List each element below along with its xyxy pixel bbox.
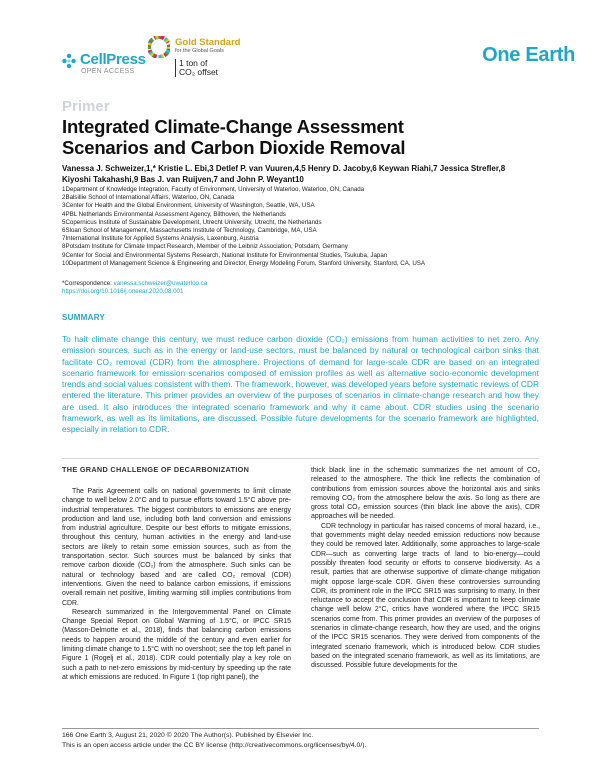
body-column-right	[311, 466, 540, 671]
correspondence	[62, 280, 562, 296]
section-divider	[62, 458, 539, 459]
gold-standard-subtitle: for the Global Goals	[175, 48, 224, 54]
affiliations	[62, 186, 562, 268]
offset-line-2: CO₂ offset	[179, 67, 219, 77]
correspondence-email-link[interactable]: vanessa.schweizer@uwaterloo.ca	[113, 280, 208, 287]
summary-heading: SUMMARY	[62, 313, 106, 322]
affiliation: 7International Institute for Applied Systems Analysis, Laxenburg, Austria	[62, 235, 259, 243]
article-type: Primer	[62, 98, 110, 115]
gold-standard-badge	[148, 36, 248, 82]
affiliation: 10Department of Management Science & Engineering and Director, Energy Modeling Forum, Stanford University, Stanford, CA, USA	[62, 259, 426, 267]
footer-divider	[62, 728, 539, 729]
summary-text: To halt climate change this century, we must reduce carbon dioxide (CO₂) emissions from human activities to net zero. Any emission sources, such as in the energy or land-use sectors, must be balanced by natural or technological carbon sinks that facilitate CO₂ removal (CDR) from the atmosphere. Projections of demand for large-scale CDR are based on an integrated scenario framework for emission scenarios composed of emission profiles as well as alternative socio-economic development trends and social values consistent with them. The framework, however, was developed years before systematic reviews of CDR entered the literature. This primer provides an overview of the purposes of scenarios in climate-change research and how they are used. It also introduces the integrated scenario framework and why it came about. CDR studies using the scenario framework, as well as its limitations, are discussed. Possible future developments for the scenario framework are highlighted, especially in relation to CDR.	[62, 334, 539, 435]
title-line-2: Scenarios and Carbon Dioxide Removal	[62, 137, 406, 158]
affiliation: 4PBL Netherlands Environmental Assessment Agency, Bilthoven, the Netherlands	[62, 210, 286, 218]
offset-line-1: 1 ton of	[179, 58, 208, 68]
paragraph: Research summarized in the Intergovernmental Panel on Climate Change Special Report on Global Warming of 1.5°C, or IPCC SR15 (Masson-Delmotte et al., 2018), finds that balancing carbon emissions needs to happen around the middle of the century and even earlier for limiting climate change to 1.5°C with no overshoot; see the top left panel in Figure 1 (Rogelj et al., 2018). CDR could potentially play a key role on such a path to net-zero emissions by mid-century by speeding up the rate at which emissions are reduced. In Figure 1 (top right panel), the	[62, 608, 291, 681]
authors-line-1: Vanessa J. Schweizer,1,* Kristie L. Ebi,3 Detlef P. van Vuuren,4,5 Henry D. Jacoby,6 Keywan Riahi,7 Jessica Strefler,8	[62, 164, 506, 173]
affiliation: 2Balsillie School of International Affairs, Waterloo, ON, Canada	[62, 194, 235, 202]
correspondence-line	[62, 280, 562, 288]
cellpress-logo[interactable]	[61, 51, 146, 79]
paragraph: thick black line in the schematic summarizes the net amount of CO₂ released to the atmosphere. The thick line reflects the combination of contributions from emission sources above the horizontal axis and sinks removing CO₂ from the atmosphere below the axis. So long as there are gross total CO₂ emission sources (thin black line above the axis), CDR approaches will be needed.	[311, 467, 540, 521]
footer-license[interactable]: This is an open access article under the CC BY license (http://creativecommons.org/licenses/by/4.0/).	[62, 742, 367, 749]
correspondence-label: *Correspondence:	[62, 280, 114, 287]
footer-citation: 166 One Earth 3, August 21, 2020 © 2020 The Author(s). Published by Elsevier Inc.	[62, 732, 314, 739]
affiliation: 3Center for Health and the Global Environment, University of Washington, Seattle, WA, USA	[62, 202, 315, 210]
authors-line-2: Kiyoshi Takahashi,9 Bas J. van Ruijven,7 and John P. Weyant10	[62, 175, 304, 184]
cellpress-mark-icon	[61, 53, 77, 69]
divider	[175, 59, 176, 77]
paragraph: The Paris Agreement calls on national governments to limit climate change to well below 2.0°C and to pursue efforts toward 1.5°C above pre-industrial temperatures. The biggest contributors to emissions are energy production and land use, including both land conversion and emissions from industrial agriculture. Despite our best efforts to mitigate emissions, throughout this century, human activities in the energy and land-use sectors are likely to retain some emission sources, such as from the transportation sector. Such sources must be balanced by sinks that remove carbon dioxide (CO₂) from the atmosphere. Such sinks can be natural or technology based and are called CO₂ removal (CDR) interventions. Given the need to balance carbon emissions, if emissions overall remain net positive, limiting warming still implies contributions from CDR.	[62, 488, 291, 607]
title-line-1: Integrated Climate-Change Assessment	[62, 116, 404, 137]
affiliation: 9Center for Social and Environmental Systems Research, National Institute for Environmental Studies, Tsukuba, Japan	[62, 251, 388, 259]
body-column-left	[62, 487, 291, 682]
sdg-wheel-icon	[148, 36, 170, 58]
paragraph: CDR technology in particular has raised concerns of moral hazard, i.e., that governments might delay needed emission reductions now because they could be removed later. Additionally, some approaches to large-scale CDR—such as converting large tracts of land to bio-energy—could possibly threaten food security or efforts to conserve biodiversity. As a result, parties that are otherwise supportive of climate-change mitigation might oppose large-scale CDR. Given these controversies surrounding CDR, its prominent role in the IPCC SR15 was surprising to many. In their reluctance to accept the conclusion that CDR is important to keep climate change well below 2°C, critics have wondered where the IPCC SR15 scenarios come from. This primer provides an overview of the purposes of scenarios in climate-change research, how they are used, and the origins of the IPCC SR15 scenarios. They were derived from components of the integrated scenario framework, which is introduced below. CDR studies based on the integrated scenario framework, as well as its limitations, are discussed. Possible future developments for the	[311, 522, 540, 670]
affiliation: 8Potsdam Institute for Climate Impact Research, Member of the Leibniz Association, Potsdam, Germany	[62, 243, 348, 251]
article-title	[62, 116, 522, 158]
journal-name[interactable]: One Earth	[482, 44, 575, 66]
affiliation: 1Department of Knowledge Integration, Faculty of Environment, University of Waterloo, Waterloo, ON, Canada	[62, 186, 365, 193]
open-access-label: OPEN ACCESS	[81, 68, 135, 75]
doi-link[interactable]: https://doi.org/10.1016/j.oneear.2020.08.001	[62, 288, 184, 296]
gold-standard-title: Gold Standard	[175, 37, 241, 48]
author-list	[62, 163, 552, 185]
affiliation: 6Sloan School of Management, Massachusetts Institute of Technology, Cambridge, MA, USA	[62, 227, 317, 235]
brand-name: CellPress	[80, 51, 146, 68]
affiliation: 5Copernicus Institute of Sustainable Development, Utrecht University, Utrecht, the Netherlands	[62, 218, 322, 226]
section-heading: THE GRAND CHALLENGE OF DECARBONIZATION	[62, 465, 250, 474]
